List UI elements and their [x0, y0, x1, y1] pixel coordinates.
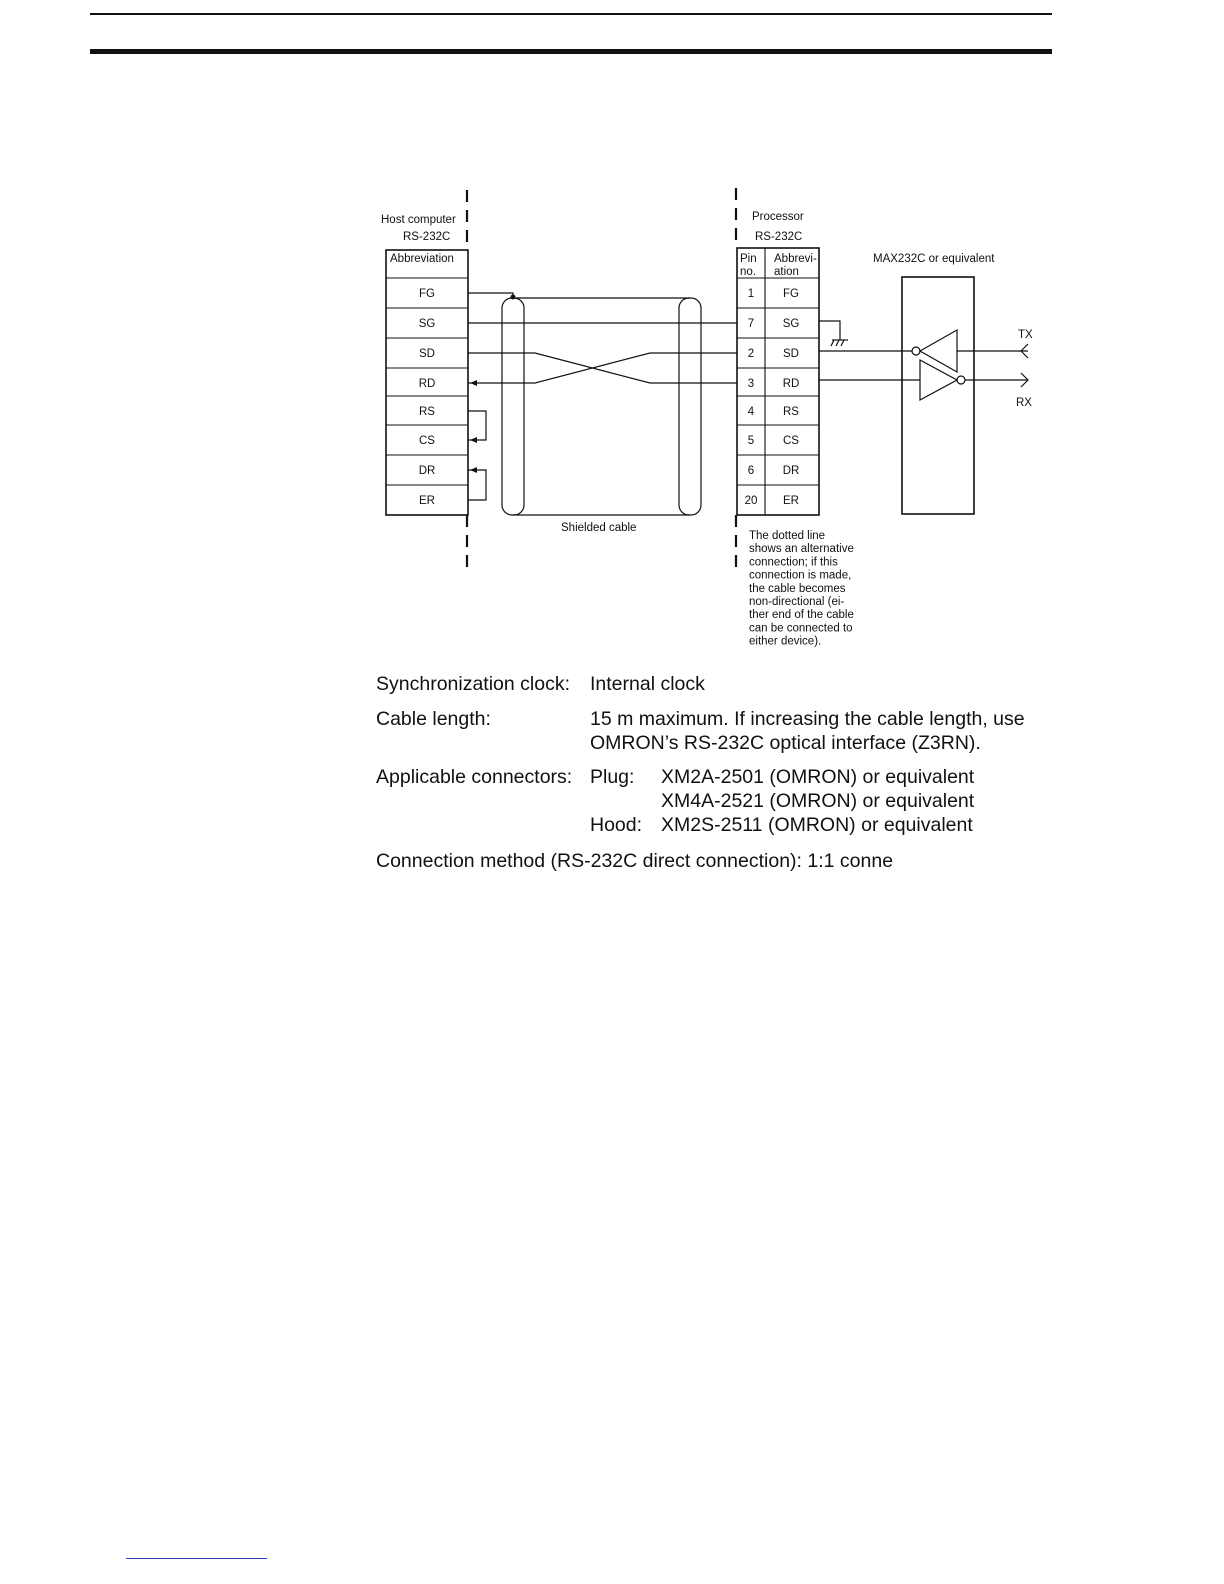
host-signal-rs: RS	[419, 406, 435, 418]
cs-arrow	[470, 437, 477, 443]
note-line: non-directional (ei-	[749, 596, 845, 608]
processor-pin-7: 7	[747, 318, 755, 330]
hood-value: XM2S-2511 (OMRON) or equivalent	[661, 814, 973, 836]
note-line: the cable becomes	[749, 582, 846, 595]
shielded-cable-label: Shielded cable	[561, 522, 637, 534]
connectors-label: Applicable connectors:	[376, 766, 573, 788]
processor-pin-20: 20	[744, 495, 758, 507]
cable-length-value-line2: OMRON’s RS-232C optical interface (Z3RN).	[590, 732, 981, 754]
plug-value-1: XM2A-2501 (OMRON) or equivalent	[661, 766, 975, 788]
note-line: ther end of the cable	[749, 609, 854, 622]
sd-to-rd-wire	[468, 353, 737, 383]
plug-label: Plug:	[590, 766, 635, 788]
host-interface: RS-232C	[403, 231, 451, 243]
processor-signal-rows	[737, 288, 819, 507]
processor-pin-4: 4	[747, 406, 755, 418]
cable-length-value-line1: 15 m maximum. If increasing the cable length, use	[590, 708, 1025, 730]
note-line: can be connected to	[749, 622, 853, 635]
abbr-header-line2: ation	[774, 266, 799, 278]
pin-header-line1: Pin	[740, 253, 757, 265]
sync-clock-label: Synchronization clock:	[376, 673, 571, 695]
host-signal-fg: FG	[419, 288, 435, 300]
rx-buffer-triangle	[920, 360, 957, 400]
connection-method: Connection method (RS-232C direct connection): 1:1 conne	[376, 850, 894, 872]
processor-pin-5: 5	[747, 435, 755, 447]
processor-signal-sd: SD	[783, 348, 799, 360]
processor-title: Processor	[752, 211, 804, 223]
processor-interface: RS-232C	[755, 231, 803, 243]
shield-right-capsule	[679, 298, 701, 515]
note-line: shows an alternative	[749, 543, 854, 556]
driver-box	[902, 277, 974, 514]
rs232c-connection-diagram	[0, 0, 1224, 660]
host-signal-sg: SG	[418, 318, 436, 330]
tx-buffer-triangle	[920, 330, 957, 372]
host-signal-sd: SD	[419, 348, 435, 360]
sync-clock-value: Internal clock	[590, 673, 705, 695]
note-line: connection is made,	[749, 569, 852, 582]
fg-wire	[468, 293, 513, 298]
rd-from-sd-wire	[468, 353, 737, 383]
host-signal-er: ER	[419, 495, 435, 507]
dotted-line-note	[749, 530, 854, 648]
processor-signal-cs: CS	[783, 435, 799, 447]
hood-label: Hood:	[590, 814, 643, 836]
host-title: Host computer	[381, 214, 456, 226]
processor-pin-6: 6	[747, 465, 755, 477]
rd-arrow	[470, 380, 477, 386]
processor-pin-2: 2	[747, 348, 755, 360]
note-line: The dotted line	[749, 530, 826, 542]
processor-pin-1: 1	[747, 288, 755, 300]
footnote-rule	[126, 1558, 267, 1559]
tx-label: TX	[1018, 329, 1033, 341]
host-signal-cs: CS	[419, 435, 435, 447]
processor-signal-rd: RD	[782, 378, 800, 390]
note-line: either device).	[749, 635, 822, 648]
plug-value-2: XM4A-2521 (OMRON) or equivalent	[661, 790, 975, 812]
processor-signal-rs: RS	[783, 406, 799, 418]
abbr-header-line1: Abbrevi-	[774, 253, 817, 265]
sg-ground-wire	[819, 321, 840, 340]
rx-label: RX	[1016, 397, 1032, 409]
host-column-header: Abbreviation	[390, 253, 454, 265]
processor-signal-sg: SG	[782, 318, 800, 330]
driver-label: MAX232C or equivalent	[873, 253, 995, 265]
host-signal-rows	[386, 288, 468, 507]
dr-arrow	[470, 467, 477, 473]
ground-icon	[831, 340, 848, 346]
host-signal-dr: DR	[418, 465, 436, 477]
fg-junction-dot	[511, 295, 516, 300]
host-signal-rd: RD	[418, 378, 436, 390]
shield-left-capsule	[502, 298, 524, 515]
pin-header-line2: no.	[740, 266, 756, 278]
dr-er-loop	[468, 470, 486, 500]
processor-signal-er: ER	[783, 495, 799, 507]
processor-signal-fg: FG	[783, 288, 799, 300]
processor-pin-3: 3	[747, 378, 755, 390]
cable-length-label: Cable length:	[376, 708, 491, 730]
processor-signal-dr: DR	[782, 465, 800, 477]
rs-cs-loop	[468, 411, 486, 440]
note-line: connection; if this	[749, 556, 838, 569]
